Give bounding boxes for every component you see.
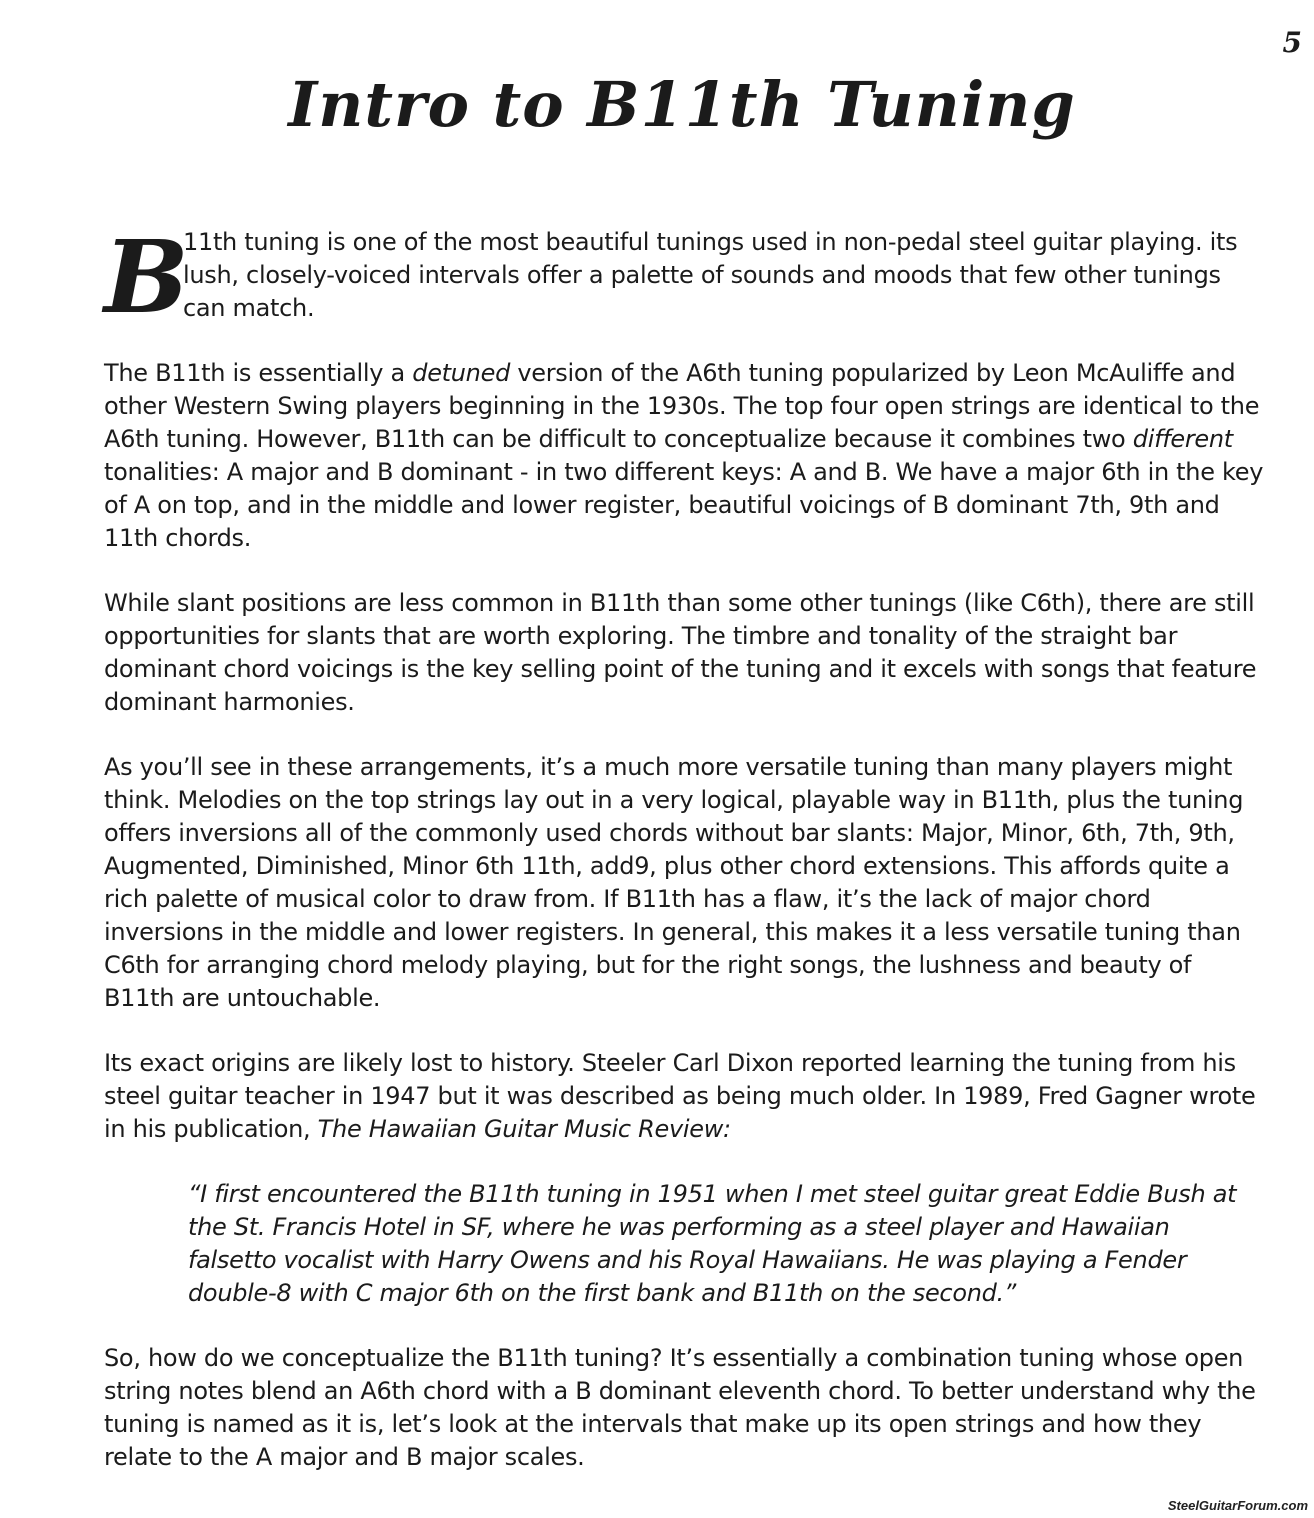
text-run: version of the A6th tuning popularized by Leon McAuliffe and other Western Swing players beginning in the 1930s. The top four open strings are identical to the A6th tuning. However, B11th can be difficult to conceptualize because it combines two: [104, 359, 1260, 453]
publication-title: The Hawaiian Guitar Music Review:: [317, 1115, 731, 1143]
paragraph-conceptualize: So, how do we conceptualize the B11th tuning? It’s essentially a combination tuning whose open string notes blend an A6th chord with a B dominant eleventh chord. To better understand why the tuning is named as it is, let’s look at the intervals that make up its open strings and how they relate to the A major and B major scales.: [104, 1344, 1256, 1471]
paragraph-versatility: As you’ll see in these arrangements, it’s a much more versatile tuning than many players might think. Melodies on the top strings lay out in a very logical, playable way in B11th, plus the tuning offers inversions all of the commonly used chords without bar slants: Major, Minor, 6th, 7th, 9th, Augmented, Diminished, Minor 6th 11th, add9, plus other chord extensions. This affords quite a rich palette of musical color to draw from. If B11th has a flaw, it’s the lack of major chord inversions in the middle and lower registers. In general, this makes it a less versatile tuning than C6th for arranging chord melody playing, but for the right songs, the lushness and beauty of B11th are untouchable.: [104, 753, 1244, 1012]
text-run: tonalities: A major and B dominant - in two different keys: A and B. We have a major 6th in the key of A on top, and in the middle and lower register, beautiful voicings of B dominant 7th, 9th and 11th chords.: [104, 458, 1264, 552]
page-number: 5: [1282, 26, 1302, 59]
article-body: [104, 218, 1266, 1506]
emphasis-detuned: detuned: [412, 359, 510, 387]
page-title: Intro to B11th Tuning: [288, 68, 1076, 141]
text-run: Its exact origins are likely lost to history. Steeler Carl Dixon reported learning the tuning from his steel guitar teacher in 1947 but it was described as being much older. In 1989, Fred Gagner wrote in his publication,: [104, 1049, 1256, 1143]
intro-text: 11th tuning is one of the most beautiful tunings used in non-pedal steel guitar playing. its lush, closely-voiced intervals offer a palette of sounds and moods that few other tunings can match.: [183, 228, 1238, 322]
paragraph-a6th-comparison: [104, 357, 1266, 555]
paragraph-origins: [104, 1047, 1266, 1146]
text-run: The B11th is essentially a: [104, 359, 413, 387]
intro-paragraph: [104, 218, 1266, 336]
paragraph-slant-positions: While slant positions are less common in B11th than some other tunings (like C6th), there are still opportunities for slants that are worth exploring. The timbre and tonality of the straight bar dominant chord voicings is the key selling point of the tuning and it excels with songs that feature dominant harmonies.: [104, 589, 1257, 716]
emphasis-different: different: [1132, 425, 1233, 453]
block-quote: “I first encountered the B11th tuning in 1951 when I met steel guitar great Eddie Bush at the St. Francis Hotel in SF, where he was performing as a steel player and Hawaiian falsetto vocalist with Harry Owens and his Royal Hawaiians. He was playing a Fender double-8 with C major 6th on the first bank and B11th on the second.”: [188, 1180, 1237, 1307]
footer-watermark: SteelGuitarForum.com: [1167, 1498, 1308, 1513]
drop-cap: B: [104, 218, 189, 336]
